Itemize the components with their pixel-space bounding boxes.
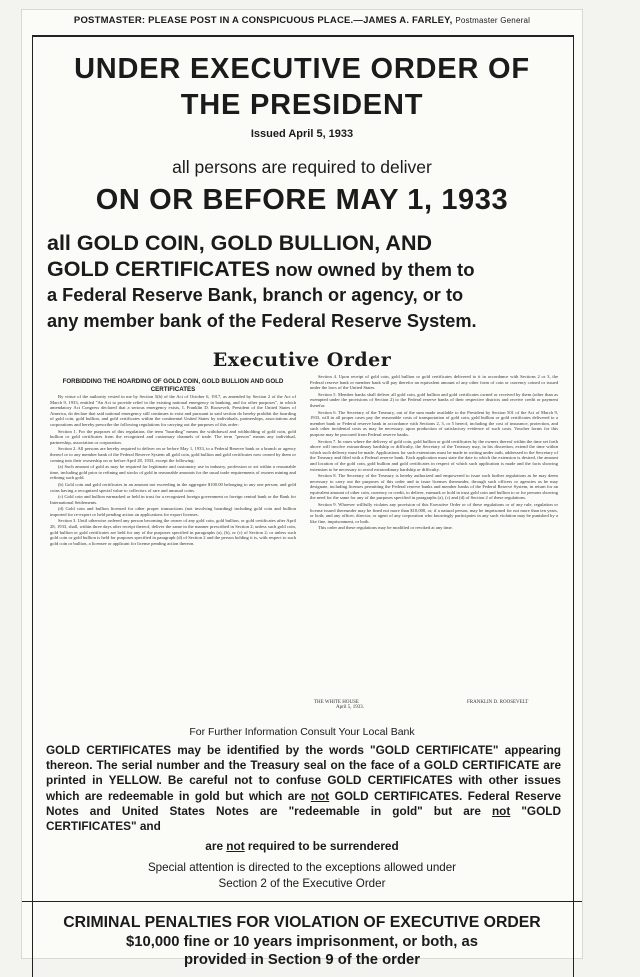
order-paragraph: Section 2. All persons are hereby required to deliver on or before May 1, 1933, to a Federal Reserve bank or a branch or agency thereof or to any member bank of the Federal Reserve System all gold coin, gold bullion and gold certificates now owned by them or coming into their ownership on or before April 28, 1933, except the following: — [50, 446, 296, 463]
order-paragraph: (c) Gold coin and bullion earmarked or held in trust for a recognized foreign government or foreign central bank or the Bank for International Settlements. — [50, 494, 296, 505]
signature-place — [314, 700, 364, 710]
penalty-line-1: $10,000 fine or 10 years imprisonment, or both, as — [126, 934, 478, 950]
executive-order-title: Executive Order — [212, 349, 392, 371]
order-paragraph: By virtue of the authority vested in me by Section 5(b) of the Act of October 6, 1917, as amended by Section 2 of the Act of March 9, 1933, entitled "An Act to provide relief in the existing national emergency in banking, and for other purposes", in which amendatory Act Congress declared that a serious emergency exists, I, Franklin D. Roosevelt, President of the United States of America, do declare that said national emergency still continues to exist and pursuant to said section do hereby prohibit the hoarding of gold coin, gold bullion, and gold certificates within the continental United States by individuals, partnerships, associations and corporations and hereby prescribe the following regulations for carrying out the purposes of this order: — [50, 394, 296, 427]
notice-text-3: "GOLD CERTIFICATES" and — [46, 803, 562, 834]
order-paragraph: Section 7. In cases where the delivery of gold coin, gold bullion or gold certificates by the owners thereof within the time set forth above will involve extraordinary hardship or difficulty, the Secretary of the Treasury may, in his discretion, extend the time within which such delivery must be made. Applications for such extensions must be made in writing under oath, addressed to the Secretary of the Treasury and filed with a Federal reserve bank. Each application must state the date to which the extension is desired, the amount and location of the gold coin, gold bullion and gold certificates in respect of which such application is made and the facts showing extension to be necessary to avoid extraordinary hardship or difficulty. — [310, 438, 558, 472]
postmaster-line — [22, 15, 582, 26]
order-paragraph: Section 6. The Secretary of the Treasury, out of the sum made available to the President by Section 501 of the Act of March 9, 1933, will in all proper cases pay the reasonable costs of transportation of gold coin, gold bullion or gold certificates delivered to a member bank or Federal reserve bank in accordance with Sections 2, 3, or 5 hereof, including the cost of insurance, protection, and such other incidental costs as may be necessary, upon production of satisfactory evidence of such costs. Voucher forms for this purpose may be procured from Federal reserve banks. — [310, 409, 558, 437]
issued-date: Issued April 5, 1933 — [250, 128, 354, 140]
postmaster-text: POSTMASTER: PLEASE POST IN A CONSPICUOUS PLACE.—JAMES A. FARLEY, — [73, 15, 453, 26]
further-information: For Further Information Consult Your Local Bank — [189, 726, 415, 738]
gold-line-2 — [47, 256, 567, 283]
gold-certificate-notice — [46, 743, 561, 834]
order-paragraph: Section 3. Until otherwise ordered any person becoming the owner of any gold coin, gold bullion, or gold certificates after April 28, 1933, shall, within three days after receipt thereof, deliver the same in the manner prescribed in Section 2; unless such gold coin, gold bullion or gold certificates are held for any of the purposes specified in paragraphs (a), (b), or (c) of Section 2; or unless such gold coin or gold bullion is held for purposes specified in paragraph (d) of Section 2 and the person holding it is, with respect to such gold coin or bullion, a licensee or applicant for license pending action thereon. — [50, 518, 296, 546]
signature-date: April 5, 1933. — [336, 705, 365, 710]
gold-line-1: all GOLD COIN, GOLD BULLION, AND — [47, 231, 433, 255]
president-signature: FRANKLIN D. ROOSEVELT — [467, 700, 529, 705]
notice-text: GOLD CERTIFICATES may be identified by the words "GOLD CERTIFICATE" appearing thereon. The serial number and the Treasury seal on the face of a GOLD CERTIFICATE are printed in YELLOW. Be careful not to confuse GOLD CERTIFICATES with other issues which are redeemable in gold but which are — [46, 743, 561, 803]
surrender-not: not — [226, 839, 245, 853]
headline-line-2: THE PRESIDENT — [180, 89, 424, 121]
poster-sheet — [22, 10, 582, 968]
special-attention-1: Special attention is directed to the exceptions allowed under — [147, 861, 457, 874]
notice-not: not — [310, 788, 330, 803]
headline-line-1: UNDER EXECUTIVE ORDER OF — [74, 53, 530, 85]
surrender-text-b: required to be surrendered — [244, 839, 399, 853]
order-left-column — [50, 378, 296, 708]
postmaster-title: Postmaster General — [455, 16, 531, 25]
gold-line-4: any member bank of the Federal Reserve System. — [47, 311, 477, 331]
notice-text-2: GOLD CERTIFICATES. Federal Reserve Notes and United States Notes are "redeemable in gold" but are — [46, 788, 562, 818]
special-attention-2: Section 2 of the Executive Order — [218, 877, 386, 890]
order-paragraph: Section 9. Whoever willfully violates any provision of this Executive Order or of these regulations or of any rule, regulation or license issued thereunder may be fined not more than $10,000, or, if a natural person, may be imprisoned for not more than ten years, or both; and any officer, director, or agent of any corporation who knowingly participates in any such violation may be punished by a like fine, imprisonment, or both. — [310, 502, 558, 524]
penalty-line-2: provided in Section 9 of the order — [184, 952, 420, 968]
deadline: ON OR BEFORE MAY 1, 1933 — [95, 184, 509, 216]
right-column-text — [310, 374, 558, 531]
surrender-text-a: are — [205, 839, 227, 853]
required-line: all persons are required to deliver — [172, 157, 432, 177]
order-paragraph: (b) Gold coin and gold certificates in an amount not exceeding in the aggregate $100.00 belonging to any one person; and gold coins having a recognized special value to collectors of rare and unusual coins. — [50, 481, 296, 493]
criminal-penalties-heading: CRIMINAL PENALTIES FOR VIOLATION OF EXECUTIVE ORDER — [63, 914, 541, 931]
not-surrendered-line — [22, 839, 582, 854]
order-paragraph: (a) Such amount of gold as may be required for legitimate and customary use in industry, profession or art within a reasonable time, including gold prior to refining and stocks of gold in reasonable amounts for the usual trade requirements of owners mining and refining such gold. — [50, 464, 296, 481]
order-paragraph: This order and these regulations may be modified or revoked at any time. — [318, 525, 453, 531]
order-paragraph: Section 1. For the purposes of this regulation, the term "hoarding" means the withdrawal and withholding of gold coin, gold bullion or gold certificates from the recognized and customary channels of trade. The term "person" means any individual, partnership, association or corporation. — [50, 428, 296, 445]
order-paragraph: Section 4. Upon receipt of gold coin, gold bullion or gold certificates delivered to it in accordance with Sections 2 or 3, the Federal reserve bank or member bank will pay therefor an equivalent amount of any other form of coin or currency coined or issued under the laws of the United States. — [310, 374, 558, 391]
gold-line-3: a Federal Reserve Bank, branch or agency, or to — [47, 285, 464, 305]
order-paragraph: Section 8. The Secretary of the Treasury is hereby authorized and empowered to issue such further regulations as he may deem necessary to carry out the purposes of this order and to issue licenses thereunder, through such officers or agencies as he may designate, including licenses permitting the Federal reserve banks and member banks of the Federal Reserve System, in return for an equivalent amount of other coin, currency or credit, to deliver, earmark or hold in trust gold coin and bullion to or for persons showing the need for the same for any of the purposes specified in paragraphs (a), (c) and (d) of Section 2 of these regulations. — [310, 473, 558, 501]
order-right-column — [310, 374, 558, 704]
white-house-label: THE WHITE HOUSE — [314, 700, 359, 705]
order-paragraph: (d) Gold coin and bullion licensed for other proper transactions (not involving hoarding) including gold coin and bullion imported for re-export or held pending action on applications for export licenses. — [50, 506, 296, 517]
gold-certificates-label: GOLD CERTIFICATES — [47, 257, 270, 281]
divider-rule — [22, 901, 582, 902]
left-column-text — [50, 394, 296, 546]
notice-not-2: not — [491, 803, 511, 818]
gold-line-2-rest: now owned by them to — [269, 259, 475, 280]
left-column-heading: FORBIDDING THE HOARDING OF GOLD COIN, GOLD BULLION AND GOLD CERTIFICATES — [62, 378, 284, 393]
order-paragraph: Section 5. Member banks shall deliver all gold coin, gold bullion and gold certificates owned or received by them (other than as exempted under the provisions of Section 2) to the Federal reserve banks of their respective districts and receive credit or payment therefor. — [310, 391, 558, 408]
